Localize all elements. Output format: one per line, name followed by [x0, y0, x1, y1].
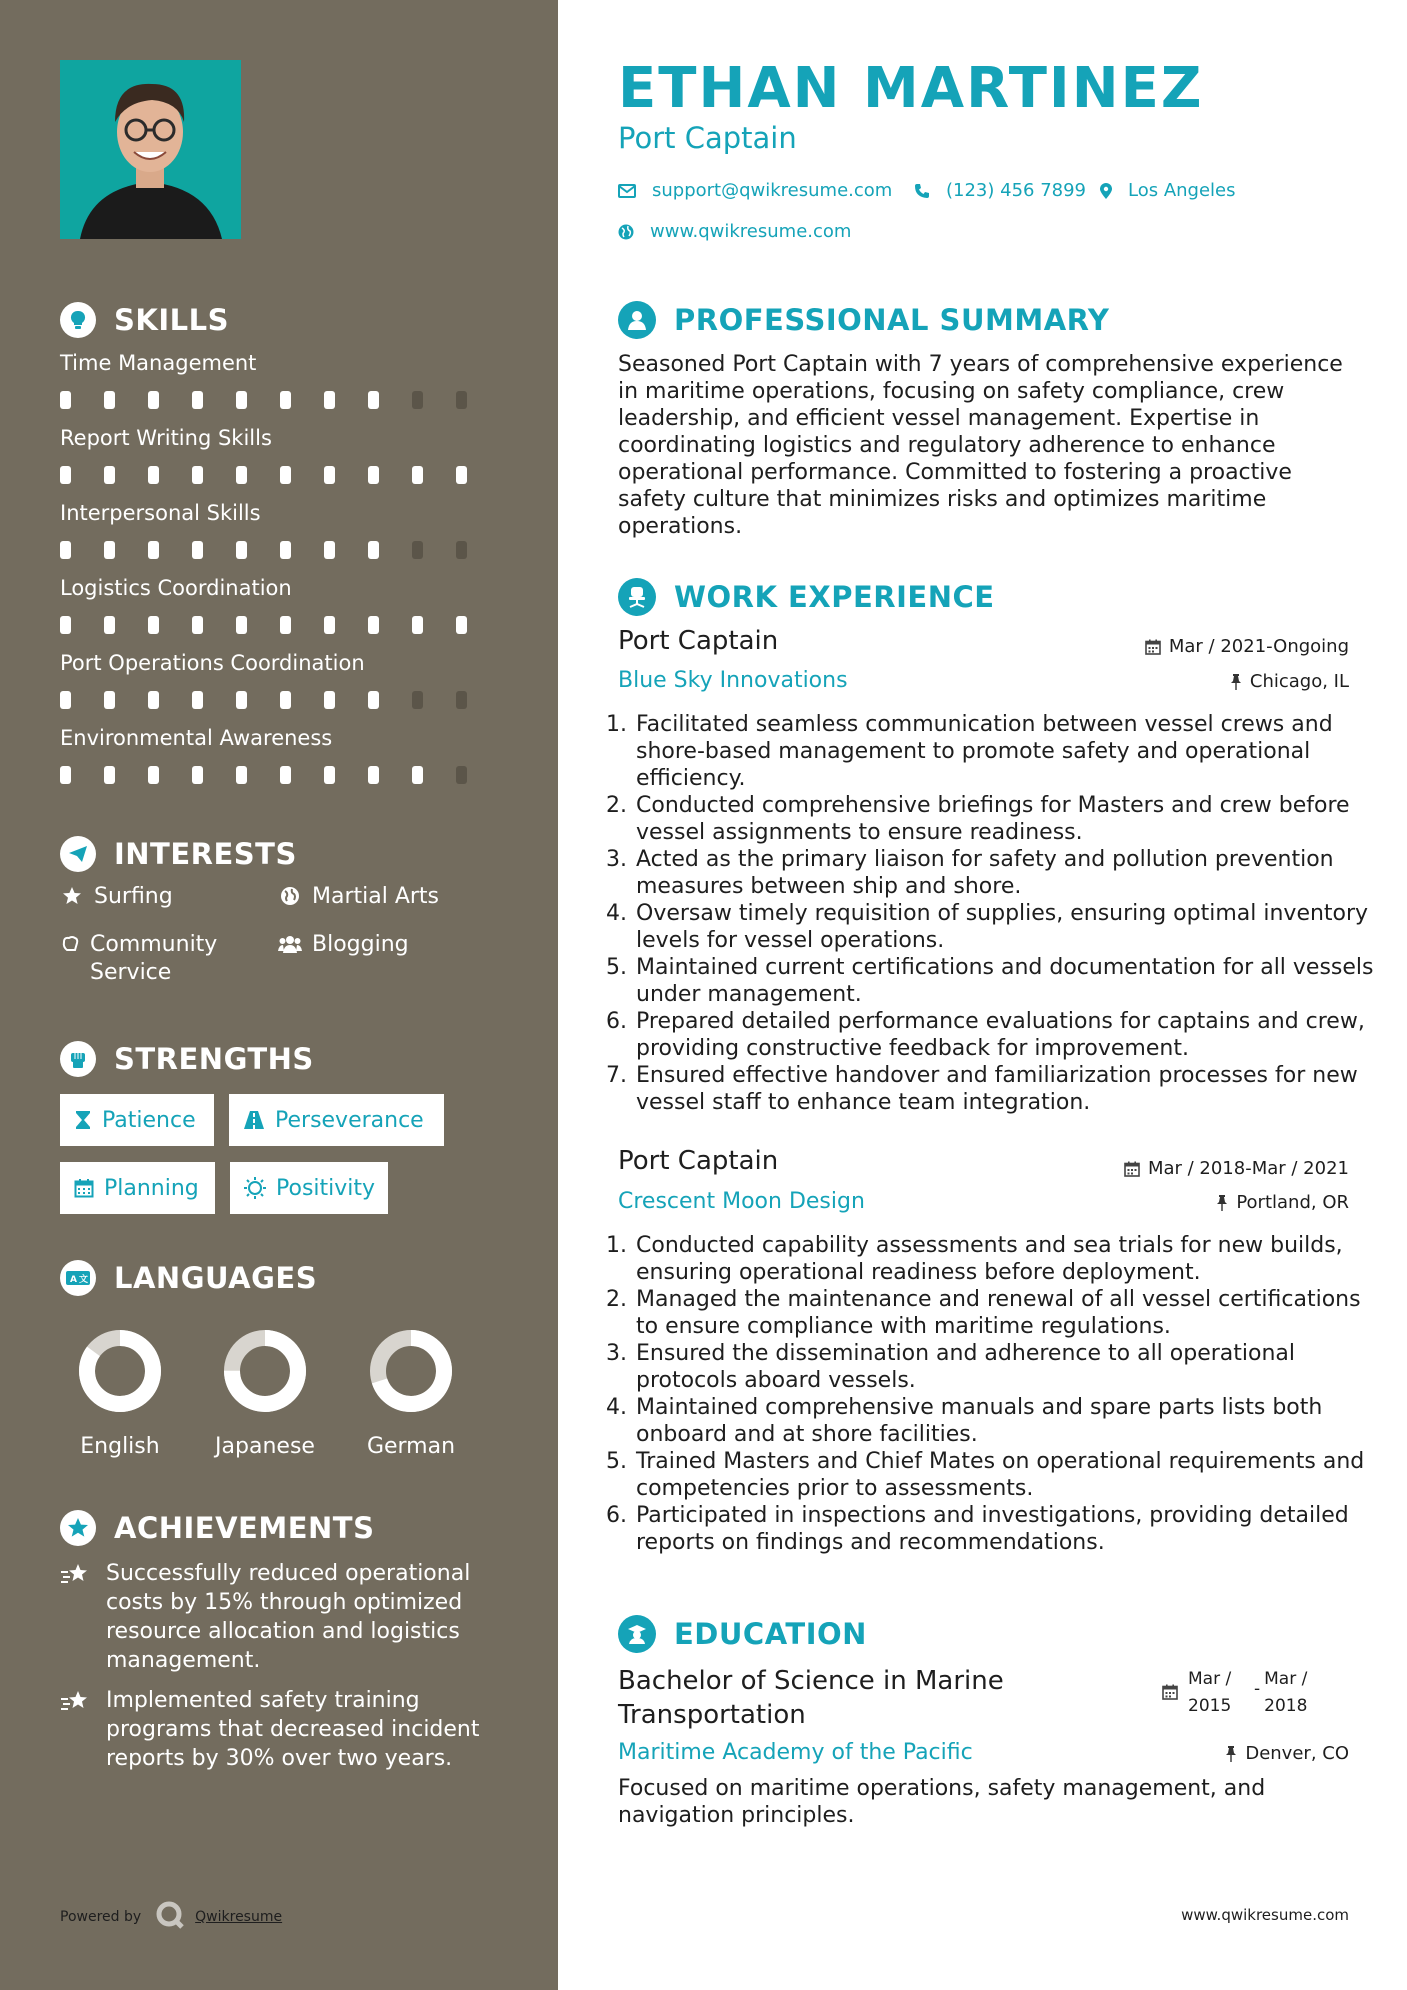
job-dates-text: Mar / 2021-Ongoing [1168, 636, 1349, 657]
contact-location [1100, 180, 1236, 201]
skill-dot-filled [456, 466, 467, 484]
languages-heading [60, 1260, 317, 1296]
achievement-text: Implemented safety training programs that decreased incident reports by 30% over two years. [106, 1688, 480, 1771]
skill-dot-filled [324, 616, 335, 634]
interests-heading [60, 836, 297, 872]
education-heading [618, 1615, 867, 1653]
skill-dot-filled [412, 616, 423, 634]
skill-dot-filled [60, 766, 71, 784]
skill-dot-filled [104, 541, 115, 559]
hourglass-icon [74, 1110, 92, 1130]
skill-label: Environmental Awareness [60, 726, 333, 750]
skill-label: Port Operations Coordination [60, 651, 365, 675]
skill-dot-filled [280, 616, 291, 634]
phone-icon [914, 183, 930, 199]
skill-dot-filled [104, 466, 115, 484]
skill-dot-filled [368, 691, 379, 709]
map-pin-icon [1100, 183, 1112, 199]
summary-heading [618, 301, 1109, 339]
language-proficiency-ring [220, 1326, 310, 1416]
lightbulb-icon [60, 302, 96, 338]
skill-dot-filled [368, 766, 379, 784]
language-item [341, 1326, 481, 1459]
skill-dot-filled [368, 466, 379, 484]
summary-title: PROFESSIONAL SUMMARY [674, 303, 1110, 337]
degree-title: Bachelor of Science in Marine Transportation [618, 1666, 1004, 1730]
globe-icon [618, 224, 634, 240]
skills-heading [60, 302, 229, 338]
star-icon [60, 883, 84, 911]
skill-dot-filled [456, 616, 467, 634]
svg-text:A: A [70, 1275, 77, 1285]
calendar-icon [1145, 639, 1161, 655]
skill-level-dots [60, 616, 500, 634]
skill-dot-filled [324, 691, 335, 709]
skill-dot-filled [192, 691, 203, 709]
globe-icon [278, 883, 302, 911]
skill-dot-filled [280, 766, 291, 784]
translate-icon [60, 1260, 96, 1296]
interest-item [278, 883, 508, 911]
pushpin-icon [1230, 674, 1242, 690]
job-company: Blue Sky Innovations [618, 668, 848, 693]
skill-dot-filled [324, 766, 335, 784]
user-icon [618, 301, 656, 339]
shooting-star-icon [60, 1686, 90, 1773]
education-start: Mar / 2015 [1188, 1669, 1232, 1716]
email-text[interactable]: support@qwikresume.com [652, 180, 893, 201]
list-item: 1. Facilitated seamless communication between vessel crews and shore-based management to promote safety and operational efficiency. [634, 711, 1374, 792]
strength-chip [60, 1162, 215, 1214]
skill-dot-filled [368, 391, 379, 409]
education-description: Focused on maritime operations, safety management, and navigation principles. [618, 1776, 1266, 1828]
interest-item [60, 883, 260, 911]
date-separator: - [1254, 1679, 1261, 1699]
interest-label: Surfing [94, 884, 173, 909]
skill-dot-filled [60, 691, 71, 709]
list-item: 4. Oversaw timely requisition of supplies, ensuring optimal inventory levels for vessel operations. [634, 900, 1374, 954]
contact-email [618, 180, 892, 201]
interests-title: INTERESTS [114, 837, 297, 871]
footer-website[interactable]: www.qwikresume.com [1181, 1906, 1349, 1924]
strengths-heading [60, 1041, 314, 1077]
interest-label: Martial Arts [312, 884, 440, 909]
job-dates [1145, 636, 1349, 657]
strength-label: Perseverance [275, 1107, 424, 1133]
achievement-item [60, 1686, 500, 1773]
skill-dot-filled [60, 466, 71, 484]
achievements-heading [60, 1510, 374, 1546]
shooting-star-icon [60, 1559, 90, 1675]
graduate-icon [618, 1615, 656, 1653]
list-item: 5. Trained Masters and Chief Mates on operational requirements and competencies prior to assessments. [634, 1448, 1374, 1502]
strength-chip [60, 1094, 214, 1146]
job-location-text: Chicago, IL [1249, 671, 1349, 692]
skill-level-dots [60, 766, 500, 784]
qwikresume-link[interactable]: Qwikresume [195, 1909, 283, 1925]
list-item: 3. Acted as the primary liaison for safety and pollution prevention measures between ship and shore. [634, 846, 1374, 900]
skill-dot-filled [192, 616, 203, 634]
contact-website [618, 221, 851, 242]
skill-dot-filled [104, 391, 115, 409]
interest-label: Community Service [90, 932, 218, 985]
skill-dot-filled [192, 466, 203, 484]
list-item: 6. Prepared detailed performance evaluations for captains and crew, providing constructive feedback for improvement. [634, 1008, 1374, 1062]
office-chair-icon [618, 578, 656, 616]
pushpin-icon [1225, 1746, 1237, 1762]
summary-text: Seasoned Port Captain with 7 years of comprehensive experience in maritime operations, focusing on safety compliance, crew leadership, and efficient vessel management. Expertise in coordinating logistics and regulatory adherence to enhance operational performance. Committed to fostering a proactive safety culture that minimizes risks and optimizes maritime operations. [618, 352, 1343, 539]
profile-photo [60, 60, 241, 239]
skill-dot-empty [456, 766, 467, 784]
skill-dot-filled [412, 466, 423, 484]
skill-item [60, 651, 500, 709]
skill-dot-empty [456, 391, 467, 409]
skill-dot-filled [236, 466, 247, 484]
skill-dot-filled [192, 766, 203, 784]
skill-dot-filled [236, 766, 247, 784]
svg-text:文: 文 [79, 1275, 89, 1285]
skill-dot-filled [192, 541, 203, 559]
skill-label: Interpersonal Skills [60, 501, 261, 525]
skill-dot-filled [368, 541, 379, 559]
list-item: 4. Maintained comprehensive manuals and spare parts lists both onboard and at shore facilities. [634, 1394, 1374, 1448]
skill-dot-filled [324, 466, 335, 484]
skill-dot-filled [280, 466, 291, 484]
job-duties-list [612, 711, 1374, 1116]
skill-dot-filled [236, 691, 247, 709]
list-item: 2. Managed the maintenance and renewal of all vessel certifications to ensure compliance with maritime regulations. [634, 1286, 1374, 1340]
achievements-title: ACHIEVEMENTS [114, 1511, 375, 1545]
strengths-title: STRENGTHS [114, 1042, 314, 1076]
skill-dot-filled [280, 391, 291, 409]
job-company: Crescent Moon Design [618, 1189, 865, 1214]
skill-level-dots [60, 541, 500, 559]
list-item: 1. Conducted capability assessments and sea trials for new builds, ensuring operational readiness before deployment. [634, 1232, 1374, 1286]
skill-dot-empty [412, 391, 423, 409]
qwikresume-logo-icon [155, 1900, 185, 1934]
education-title: EDUCATION [674, 1617, 867, 1651]
skill-dot-filled [104, 691, 115, 709]
candidate-title: Port Captain [618, 121, 797, 155]
skill-item [60, 726, 500, 784]
skill-dot-filled [60, 541, 71, 559]
interest-item [60, 931, 260, 987]
skill-item [60, 576, 500, 634]
skill-dot-filled [104, 766, 115, 784]
skill-dot-filled [148, 391, 159, 409]
skill-dot-filled [368, 616, 379, 634]
skill-dot-filled [280, 691, 291, 709]
skill-level-dots [60, 466, 500, 484]
skill-level-dots [60, 691, 500, 709]
skill-dot-empty [456, 541, 467, 559]
job-location [1230, 671, 1349, 692]
experience-title: WORK EXPERIENCE [674, 580, 995, 614]
road-icon [243, 1110, 265, 1130]
powered-by [60, 1900, 282, 1934]
skill-dot-filled [280, 541, 291, 559]
calendar-icon [1124, 1161, 1140, 1177]
strength-label: Patience [102, 1107, 196, 1133]
phone-text[interactable]: (123) 456 7899 [946, 180, 1087, 201]
skill-dot-filled [148, 616, 159, 634]
strength-chip [229, 1094, 444, 1146]
skill-label: Time Management [60, 351, 257, 375]
list-item: 5. Maintained current certifications and documentation for all vessels under management. [634, 954, 1374, 1008]
skill-item [60, 426, 500, 484]
language-label: German [366, 1434, 456, 1459]
skill-dot-filled [192, 391, 203, 409]
hand-icon [60, 931, 80, 987]
sun-icon [244, 1177, 266, 1199]
languages-title: LANGUAGES [114, 1261, 318, 1295]
paper-plane-icon [60, 836, 96, 872]
strength-chip [230, 1162, 388, 1214]
skill-dot-filled [104, 616, 115, 634]
strength-label: Positivity [276, 1175, 376, 1201]
skill-dot-filled [236, 616, 247, 634]
contact-phone [914, 180, 1086, 201]
school-name: Maritime Academy of the Pacific [618, 1740, 973, 1765]
education-dates [1162, 1666, 1320, 1720]
list-item: 7. Ensured effective handover and familiarization processes for new vessel staff to enhance team integration. [634, 1062, 1374, 1116]
language-label: Japanese [215, 1434, 315, 1459]
skill-item [60, 351, 500, 409]
job-location-text: Portland, OR [1236, 1192, 1349, 1213]
fist-icon [60, 1041, 96, 1077]
job-duties-list [612, 1232, 1374, 1556]
experience-heading [618, 578, 995, 616]
list-item: 6. Participated in inspections and investigations, providing detailed reports on findings and recommendations. [634, 1502, 1374, 1556]
education-location [1225, 1743, 1349, 1764]
skill-dot-filled [412, 766, 423, 784]
skill-dot-filled [148, 766, 159, 784]
skill-dot-filled [60, 391, 71, 409]
education-end: Mar / 2018 [1264, 1669, 1308, 1716]
candidate-name: ETHAN MARTINEZ [618, 56, 1204, 121]
skills-title: SKILLS [114, 303, 229, 337]
language-proficiency-ring [75, 1326, 165, 1416]
skill-label: Logistics Coordination [60, 576, 292, 600]
skill-dot-filled [324, 391, 335, 409]
skill-dot-empty [456, 691, 467, 709]
pushpin-icon [1216, 1195, 1228, 1211]
strength-label: Planning [104, 1175, 199, 1201]
users-icon [278, 931, 302, 959]
education-location-text: Denver, CO [1245, 1743, 1349, 1764]
language-label: English [80, 1434, 160, 1459]
list-item: 2. Conducted comprehensive briefings for Masters and crew before vessel assignments to ensure readiness. [634, 792, 1374, 846]
location-text: Los Angeles [1128, 180, 1236, 201]
sidebar [0, 0, 558, 1990]
skill-dot-filled [236, 541, 247, 559]
skill-dot-filled [324, 541, 335, 559]
job-title: Port Captain [618, 1146, 779, 1176]
language-item [50, 1326, 190, 1459]
language-item [195, 1326, 335, 1459]
job-dates [1124, 1158, 1349, 1179]
skill-dot-filled [148, 691, 159, 709]
skill-dot-filled [148, 541, 159, 559]
language-proficiency-ring [366, 1326, 456, 1416]
powered-by-label: Powered by [60, 1909, 142, 1925]
interest-label: Blogging [312, 932, 409, 957]
skill-dot-filled [60, 616, 71, 634]
interest-item [278, 931, 508, 959]
job-title: Port Captain [618, 626, 779, 656]
envelope-icon [618, 184, 636, 198]
job-location [1216, 1192, 1349, 1213]
achievement-text: Successfully reduced operational costs by 15% through optimized resource allocation and logistics management. [106, 1561, 471, 1673]
list-item: 3. Ensured the dissemination and adherence to all operational protocols aboard vessels. [634, 1340, 1374, 1394]
website-text[interactable]: www.qwikresume.com [650, 221, 852, 242]
calendar-icon [1162, 1682, 1178, 1720]
job-dates-text: Mar / 2018-Mar / 2021 [1147, 1158, 1349, 1179]
skill-item [60, 501, 500, 559]
star-badge-icon [60, 1510, 96, 1546]
achievement-item [60, 1559, 500, 1675]
calendar-icon [74, 1178, 94, 1198]
skill-dot-empty [412, 691, 423, 709]
skill-dot-filled [148, 466, 159, 484]
skill-label: Report Writing Skills [60, 426, 272, 450]
skill-dot-filled [236, 391, 247, 409]
skill-dot-empty [412, 541, 423, 559]
skill-level-dots [60, 391, 500, 409]
